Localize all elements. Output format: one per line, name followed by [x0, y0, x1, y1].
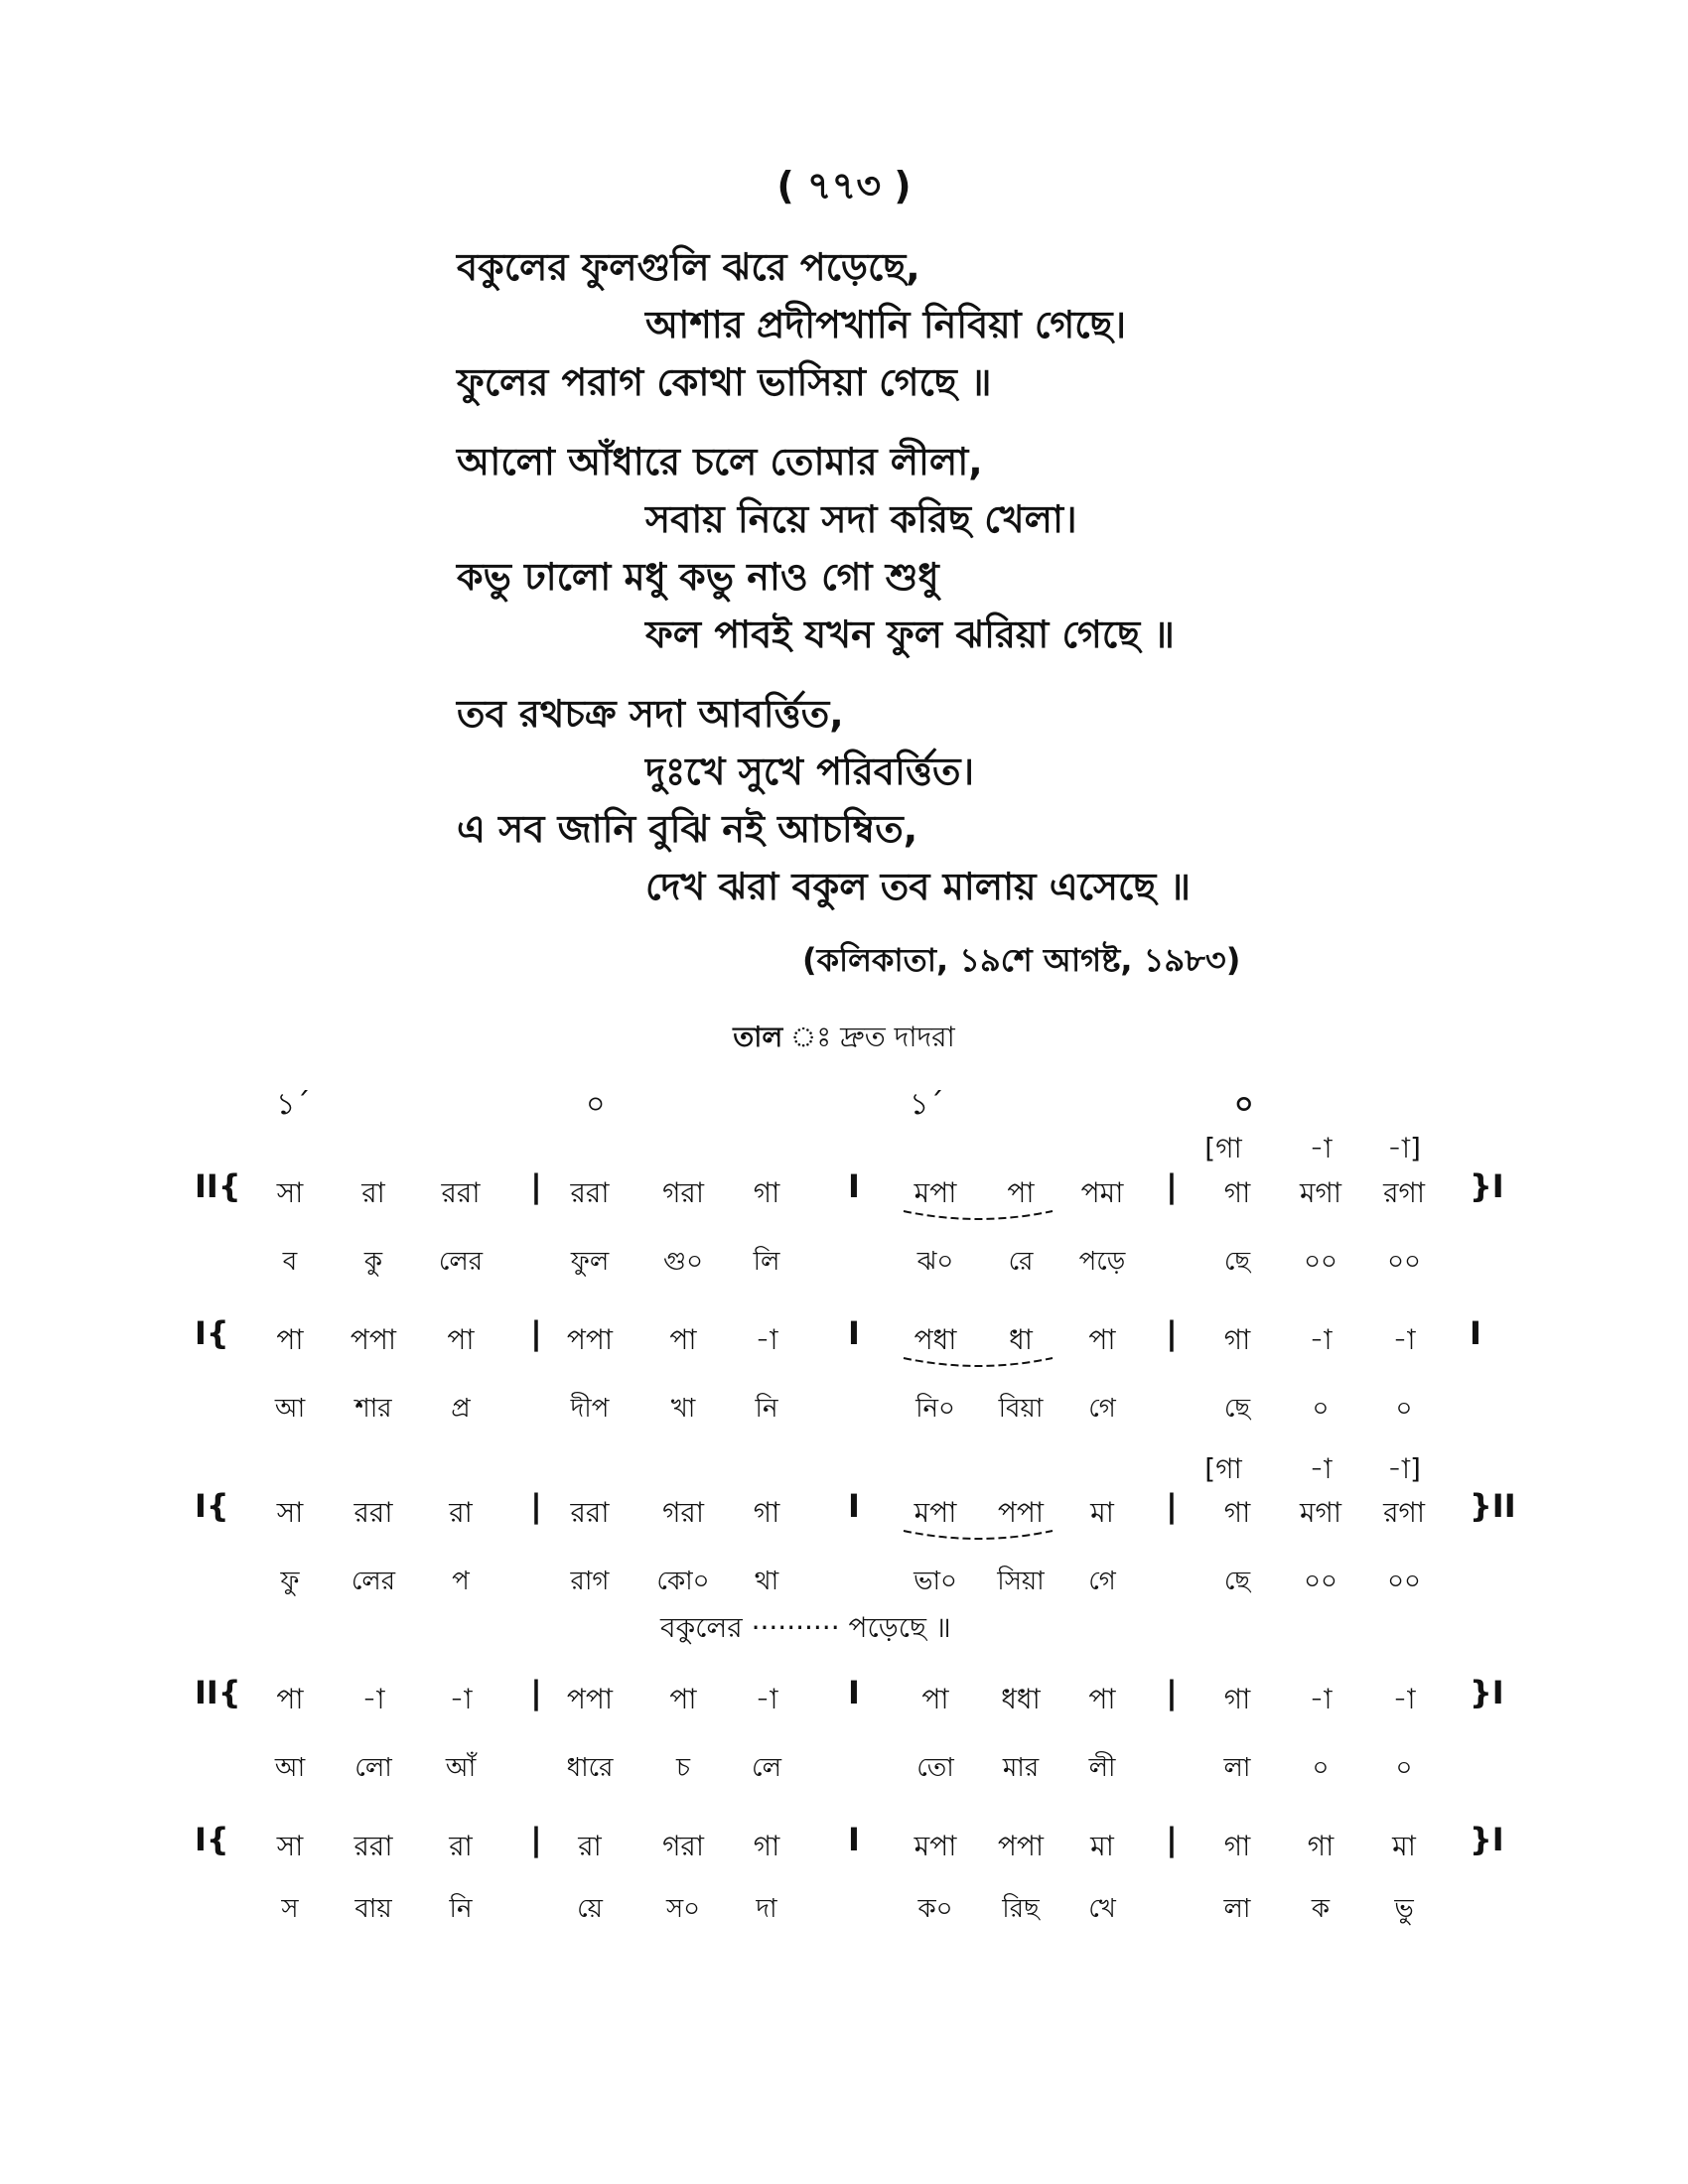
bracket-note: -া] — [1387, 1452, 1421, 1485]
place-date: (কলিকাতা, ১৯শে আগষ্ট, ১৯৮৩) — [802, 941, 1241, 979]
lyric-syllable: ছে — [1223, 1394, 1251, 1424]
note: গা — [1223, 1683, 1251, 1715]
note: পা — [669, 1683, 697, 1715]
lyric-syllable: প্র — [451, 1394, 471, 1424]
lyric-syllable: গে — [1088, 1567, 1116, 1596]
note: -া — [755, 1683, 778, 1715]
note: -া — [1392, 1683, 1416, 1715]
lyric-syllable: নি — [449, 1894, 473, 1924]
lyric-syllable: ব — [282, 1247, 298, 1277]
note: ধধা — [1001, 1683, 1041, 1715]
note: পা — [1088, 1683, 1116, 1715]
note: ধা — [1009, 1323, 1033, 1356]
lyric-syllable: কো০ — [656, 1567, 710, 1596]
note: গা — [753, 1830, 780, 1862]
meend-curve — [904, 1211, 1053, 1219]
lyric-syllable: লি — [753, 1247, 780, 1277]
lyric-syllable: লের — [351, 1567, 396, 1596]
bracket-note: [গা — [1204, 1132, 1242, 1164]
lyric-syllable: স০ — [665, 1894, 701, 1924]
meend-slur — [902, 1356, 1055, 1376]
lyric-syllable: রিছ — [1002, 1894, 1040, 1924]
lyric-syllable: প — [452, 1567, 470, 1596]
lyric-line: এ সব জানি বুঝি নই আচম্বিত, — [457, 807, 918, 851]
note: গরা — [662, 1496, 704, 1529]
bar-line: I — [848, 1167, 860, 1205]
lyric-syllable: খা — [670, 1394, 696, 1424]
lyric-syllable: ছে — [1223, 1247, 1251, 1277]
lyric-syllable: ভু — [1394, 1894, 1414, 1924]
note: গরা — [662, 1176, 704, 1209]
note: রা — [449, 1496, 473, 1529]
note: ররা — [570, 1496, 610, 1529]
lyric-syllable: ০০ — [1387, 1567, 1421, 1596]
note: মগা — [1299, 1176, 1342, 1209]
lyric-syllable: দীপ — [570, 1394, 610, 1424]
note: পপা — [566, 1683, 614, 1715]
lyric-line: দুঃখে সুখে পরিবর্ত্তিত। — [645, 750, 975, 793]
note: গা — [1223, 1323, 1251, 1356]
note: পমা — [1080, 1176, 1124, 1209]
lyric-syllable: লী — [1088, 1753, 1116, 1783]
lyric-line: তব রথচক্র সদা আবর্ত্তিত, — [457, 692, 844, 736]
note: পপা — [350, 1323, 397, 1356]
note: পা — [1007, 1176, 1035, 1209]
row-start-sign: I{ — [195, 1487, 229, 1525]
lyric-syllable: লা — [1223, 1894, 1251, 1924]
note: গরা — [662, 1830, 704, 1862]
page-number: ( ৭৭৩ ) — [776, 164, 912, 207]
lyric-syllable: আ — [274, 1394, 306, 1424]
lyric-syllable: গে — [1088, 1394, 1116, 1424]
tala-line — [0, 1016, 1688, 1062]
bar-line: I — [848, 1487, 860, 1525]
bar-line: | — [530, 1821, 542, 1858]
lyric-line: ফল পাবই যখন ফুল ঝরিয়া গেছে ॥ — [645, 613, 1175, 656]
beat-mark: ০ — [1234, 1087, 1254, 1122]
note: -া — [1309, 1323, 1333, 1356]
note: পপা — [997, 1830, 1045, 1862]
lyric-syllable: লো — [354, 1753, 392, 1783]
bar-line: | — [1166, 1674, 1178, 1711]
lyric-syllable: গু০ — [663, 1247, 703, 1277]
lyric-syllable: রে — [1008, 1247, 1034, 1277]
note: ররা — [353, 1496, 393, 1529]
note: গা — [1307, 1830, 1335, 1862]
meend-slur — [902, 1529, 1055, 1549]
note: -া — [755, 1323, 778, 1356]
note: মা — [1392, 1830, 1416, 1862]
lyric-syllable: রাগ — [570, 1567, 610, 1596]
bar-line: | — [530, 1487, 542, 1525]
lyric-syllable: কু — [363, 1247, 383, 1277]
interlude-text: বকুলের ·········· পড়েছে ॥ — [660, 1611, 951, 1644]
note: পা — [1088, 1323, 1116, 1356]
note: গা — [753, 1176, 780, 1209]
lyric-line: আশার প্রদীপখানি নিবিয়া গেছে। — [645, 303, 1127, 346]
note: গা — [753, 1496, 780, 1529]
lyric-syllable: ০০ — [1304, 1567, 1337, 1596]
note: সা — [276, 1830, 304, 1862]
row-start-sign: I{ — [195, 1821, 229, 1858]
bar-line: | — [1166, 1167, 1178, 1205]
row-end-sign: I — [1470, 1314, 1481, 1352]
bar-line: I — [848, 1314, 860, 1352]
note: পপা — [997, 1496, 1045, 1529]
beat-mark: ১´ — [910, 1087, 944, 1122]
lyric-syllable: ক — [1311, 1894, 1331, 1924]
note: মগা — [1299, 1496, 1342, 1529]
note: রগা — [1383, 1176, 1425, 1209]
bar-line: | — [530, 1167, 542, 1205]
lyric-syllable: য়ে — [577, 1894, 603, 1924]
note: রা — [578, 1830, 602, 1862]
bar-line: I — [848, 1821, 860, 1858]
lyric-line: বকুলের ফুলগুলি ঝরে পড়েছে, — [457, 245, 920, 289]
note: গা — [1223, 1496, 1251, 1529]
lyric-syllable: ঝ০ — [916, 1247, 954, 1277]
lyric-syllable: ফু — [280, 1567, 300, 1596]
note: ররা — [353, 1830, 393, 1862]
lyric-syllable: নি — [755, 1394, 778, 1424]
row-end-sign: }II — [1470, 1487, 1516, 1525]
note: সা — [276, 1496, 304, 1529]
note: গা — [1223, 1176, 1251, 1209]
bracket-note: [গা — [1204, 1452, 1242, 1485]
lyric-syllable: ০ — [1312, 1753, 1330, 1783]
lyric-syllable: ০ — [1312, 1394, 1330, 1424]
lyric-syllable: ০০ — [1387, 1247, 1421, 1277]
note: পা — [276, 1323, 304, 1356]
lyric-syllable: আঁ — [445, 1753, 477, 1783]
note: মপা — [914, 1176, 957, 1209]
note: মপা — [914, 1496, 957, 1529]
meend-curve — [904, 1531, 1053, 1539]
note: সা — [276, 1176, 304, 1209]
bar-line: | — [1166, 1821, 1178, 1858]
bracket-note: -া — [1309, 1132, 1333, 1164]
note: মপা — [914, 1830, 957, 1862]
note: গা — [1223, 1830, 1251, 1862]
note: পা — [921, 1683, 949, 1715]
lyric-syllable: ফুল — [570, 1247, 610, 1277]
note: রগা — [1383, 1496, 1425, 1529]
note: মা — [1090, 1830, 1114, 1862]
lyric-syllable: ০ — [1395, 1753, 1413, 1783]
lyric-syllable: দা — [756, 1894, 777, 1924]
lyric-line: দেখ ঝরা বকুল তব মালায় এসেছে ॥ — [645, 865, 1192, 908]
tala-name: দ্রুত দাদরা — [840, 1021, 955, 1053]
lyric-line: কভু ঢালো মধু কভু নাও গো শুধু — [457, 555, 939, 599]
bar-line: | — [530, 1314, 542, 1352]
note: -া — [1392, 1323, 1416, 1356]
note: -া — [1309, 1683, 1333, 1715]
lyric-syllable: ধারে — [566, 1753, 614, 1783]
lyric-syllable: নি০ — [915, 1394, 955, 1424]
beat-mark: ১´ — [276, 1087, 311, 1122]
lyric-syllable: শার — [354, 1394, 392, 1424]
bracket-note: -া] — [1387, 1132, 1421, 1164]
row-start-sign: II{ — [195, 1674, 241, 1711]
lyric-syllable: ০০ — [1304, 1247, 1337, 1277]
beat-mark: ০ — [586, 1087, 606, 1122]
lyric-syllable: লে — [752, 1753, 781, 1783]
lyric-syllable: তো — [916, 1753, 954, 1783]
note: ররা — [441, 1176, 481, 1209]
note: -া — [449, 1683, 473, 1715]
bracket-note: -া — [1309, 1452, 1333, 1485]
note: পধা — [914, 1323, 957, 1356]
lyric-syllable: লা — [1223, 1753, 1251, 1783]
meend-curve — [904, 1358, 1053, 1366]
note: রা — [449, 1830, 473, 1862]
lyric-line: ফুলের পরাগ কোথা ভাসিয়া গেছে ॥ — [457, 360, 992, 404]
row-start-sign: II{ — [195, 1167, 241, 1205]
lyric-syllable: ক০ — [917, 1894, 953, 1924]
lyric-syllable: লের — [438, 1247, 484, 1277]
note: পপা — [566, 1323, 614, 1356]
bar-line: I — [848, 1674, 860, 1711]
lyric-syllable: খে — [1088, 1894, 1116, 1924]
note: মা — [1090, 1496, 1114, 1529]
lyric-syllable: স — [281, 1894, 299, 1924]
note: পা — [669, 1323, 697, 1356]
row-end-sign: }I — [1470, 1167, 1504, 1205]
lyric-syllable: চ — [675, 1753, 691, 1783]
lyric-syllable: মার — [1002, 1753, 1040, 1783]
note: ররা — [570, 1176, 610, 1209]
lyric-line: আলো আঁধারে চলে তোমার লীলা, — [457, 440, 983, 483]
lyric-line: সবায় নিয়ে সদা করিছ খেলা। — [645, 497, 1077, 541]
bar-line: | — [530, 1674, 542, 1711]
row-start-sign: I{ — [195, 1314, 229, 1352]
tala-label: তাল — [733, 1021, 783, 1053]
row-end-sign: }I — [1470, 1821, 1504, 1858]
note: রা — [361, 1176, 385, 1209]
lyric-syllable: সিয়া — [997, 1567, 1045, 1596]
lyric-syllable: থা — [754, 1567, 779, 1596]
note: পা — [447, 1323, 475, 1356]
meend-slur — [902, 1209, 1055, 1229]
lyric-syllable: পড়ে — [1078, 1247, 1126, 1277]
bar-line: | — [1166, 1487, 1178, 1525]
note: -া — [361, 1683, 385, 1715]
lyric-syllable: ভা০ — [914, 1567, 957, 1596]
lyric-syllable: ০ — [1395, 1394, 1413, 1424]
bar-line: | — [1166, 1314, 1178, 1352]
row-end-sign: }I — [1470, 1674, 1504, 1711]
lyric-syllable: বিয়া — [998, 1394, 1044, 1424]
lyric-syllable: ছে — [1223, 1567, 1251, 1596]
note: পা — [276, 1683, 304, 1715]
lyric-syllable: আ — [274, 1753, 306, 1783]
lyric-syllable: বায় — [354, 1894, 392, 1924]
